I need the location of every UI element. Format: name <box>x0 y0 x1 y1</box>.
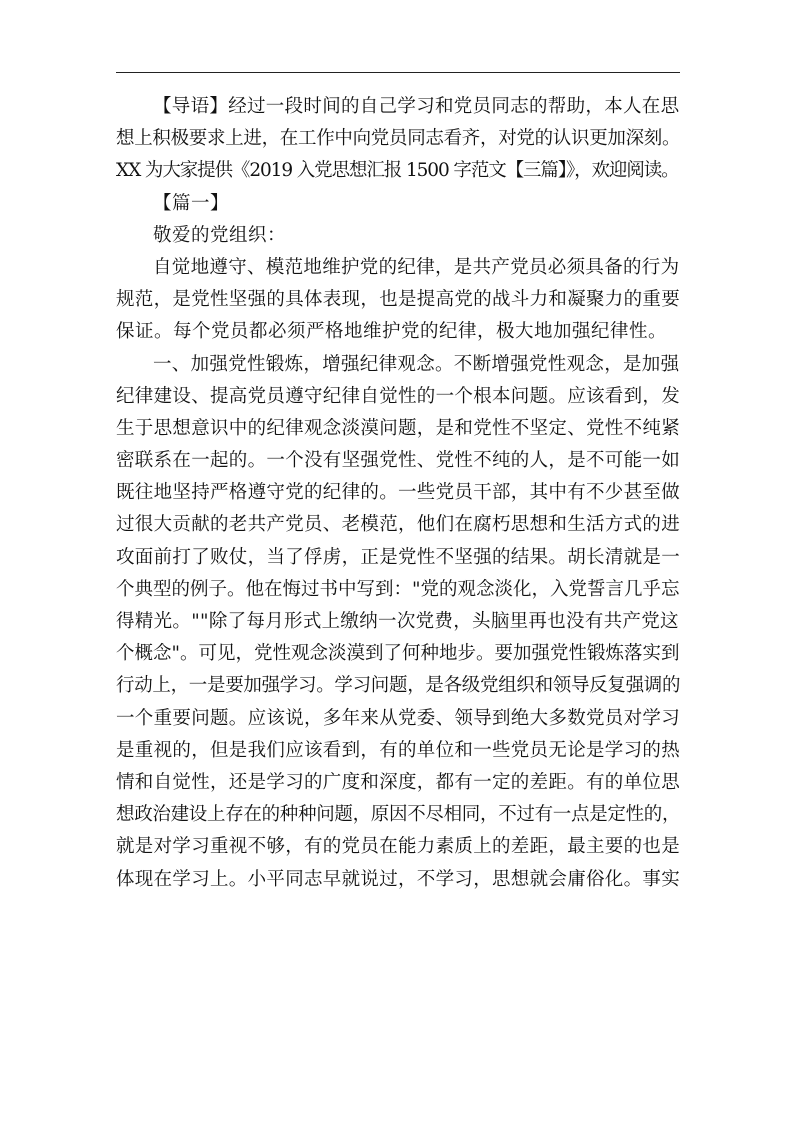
paragraph-line: 规范，是党性坚强的具体表现，也是提高党的战斗力和凝聚力的重要 <box>116 289 681 311</box>
intro-line: XX 为大家提供《2019 入党思想汇报 1500 字范文【三篇】》，欢迎阅读。 <box>116 160 679 182</box>
section-heading: 【篇一】 <box>153 192 230 214</box>
paragraph-line: 纪律建设、提高党员遵守纪律自觉性的一个根本问题。应该看到，发 <box>116 385 681 407</box>
paragraph-line: 一个重要问题。应该说，多年来从党委、领导到绝大多数党员对学习 <box>116 707 681 729</box>
paragraph-line: 过很大贡献的老共产党员、老模范，他们在腐朽思想和生活方式的进 <box>116 514 681 536</box>
paragraph-line: 保证。每个党员都必须严格地维护党的纪律，极大地加强纪律性。 <box>116 321 668 343</box>
document-body <box>116 91 680 896</box>
paragraph-line: 得精光。""除了每月形式上缴纳一次党费，头脑里再也没有共产党这 <box>116 611 679 632</box>
paragraph-line: 密联系在一起的。一个没有坚强党性、党性不纯的人，是不可能一如 <box>116 450 681 472</box>
paragraph-line: 攻面前打了败仗，当了俘虏，正是党性不坚强的结果。胡长清就是一 <box>116 546 681 568</box>
paragraph-line: 自觉地遵守、模范地维护党的纪律，是共产党员必须具备的行为 <box>153 256 680 278</box>
paragraph-line: 一、加强党性锻炼，增强纪律观念。不断增强党性观念，是加强 <box>153 353 680 375</box>
paragraph-line: 情和自觉性，还是学习的广度和深度，都有一定的差距。有的单位思 <box>116 771 681 793</box>
paragraph-line: 既往地坚持严格遵守党的纪律的。一些党员干部，其中有不少甚至做 <box>116 482 681 504</box>
paragraph-line: 是重视的，但是我们应该看到，有的单位和一些党员无论是学习的热 <box>116 739 681 761</box>
paragraph-line: 个典型的例子。他在悔过书中写到："党的观念淡化，入党誓言几乎忘 <box>116 578 680 600</box>
paragraph-line: 体现在学习上。小平同志早就说过，不学习，思想就会庸俗化。事实 <box>116 868 681 890</box>
intro-line: 【导语】经过一段时间的自己学习和党员同志的帮助，本人在思 <box>153 96 680 117</box>
paragraph-line: 行动上，一是要加强学习。学习问题，是各级党组织和领导反复强调的 <box>116 675 681 697</box>
paragraph-line: 就是对学习重视不够，有的党员在能力素质上的差距，最主要的也是 <box>116 836 681 858</box>
paragraph-line: 个概念"。可见，党性观念淡漠到了何种地步。要加强党性锻炼落实到 <box>116 643 680 665</box>
paragraph-line: 想政治建设上存在的种种问题，原因不尽相同，不过有一点是定性的， <box>116 804 681 826</box>
header-rule <box>116 72 680 73</box>
paragraph-line: 生于思想意识中的纪律观念淡漠问题，是和党性不坚定、党性不纯紧 <box>116 417 681 439</box>
intro-line: 想上积极要求上进，在工作中向党员同志看齐，对党的认识更加深刻。 <box>116 128 681 150</box>
salutation: 敬爱的党组织： <box>153 224 287 246</box>
